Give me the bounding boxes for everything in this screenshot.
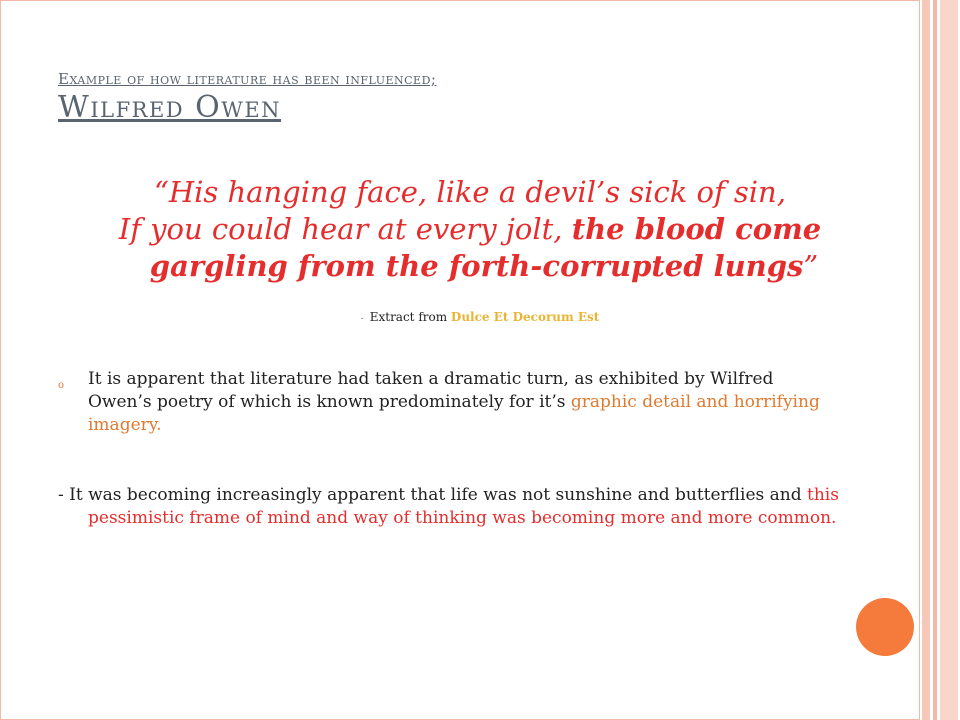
dash-paragraph-plain: - It was becoming increasingly apparent that life was not sunshine and butterflies and [58, 485, 808, 505]
bullet-point [58, 368, 828, 437]
quote-line-2-end: ” [803, 249, 819, 283]
slide-title [58, 70, 878, 126]
decorative-side-bar [933, 0, 937, 720]
dash-paragraph [58, 484, 858, 530]
poem-quote [70, 174, 870, 285]
decorative-side-bar [922, 0, 930, 720]
extract-dash: - [360, 314, 364, 324]
extract-caption [0, 310, 960, 324]
dash-paragraph-highlight: this pessimistic frame of mind and way of thinking was becoming more and more common. [88, 485, 839, 528]
decorative-circle [856, 598, 914, 656]
quote-line-1: “His hanging face, like a devil’s sick of sin, [154, 175, 786, 209]
decorative-side-bar [940, 0, 958, 720]
quote-line-2-normal: If you could hear at every jolt, [118, 212, 572, 246]
extract-prefix: Extract from [369, 310, 451, 324]
bullet-text-plain: It is apparent that literature had taken a dramatic turn, as exhibited by Wilfred Owen’s poetry of which is known predominately for it’s [88, 369, 774, 412]
quote-line-2 [70, 211, 870, 285]
title-line-2: Wilfred Owen [58, 90, 282, 125]
title-line-1: Example of how literature has been influenced; [58, 70, 437, 88]
bullet-text [58, 368, 828, 437]
extract-source-title: Dulce Et Decorum Est [450, 310, 600, 324]
quote-line-2-bold: the blood come gargling from the forth-corrupted lungs [149, 212, 822, 283]
bullet-marker: o [58, 380, 65, 391]
bullet-text-highlight: graphic detail and horrifying imagery. [88, 392, 820, 435]
